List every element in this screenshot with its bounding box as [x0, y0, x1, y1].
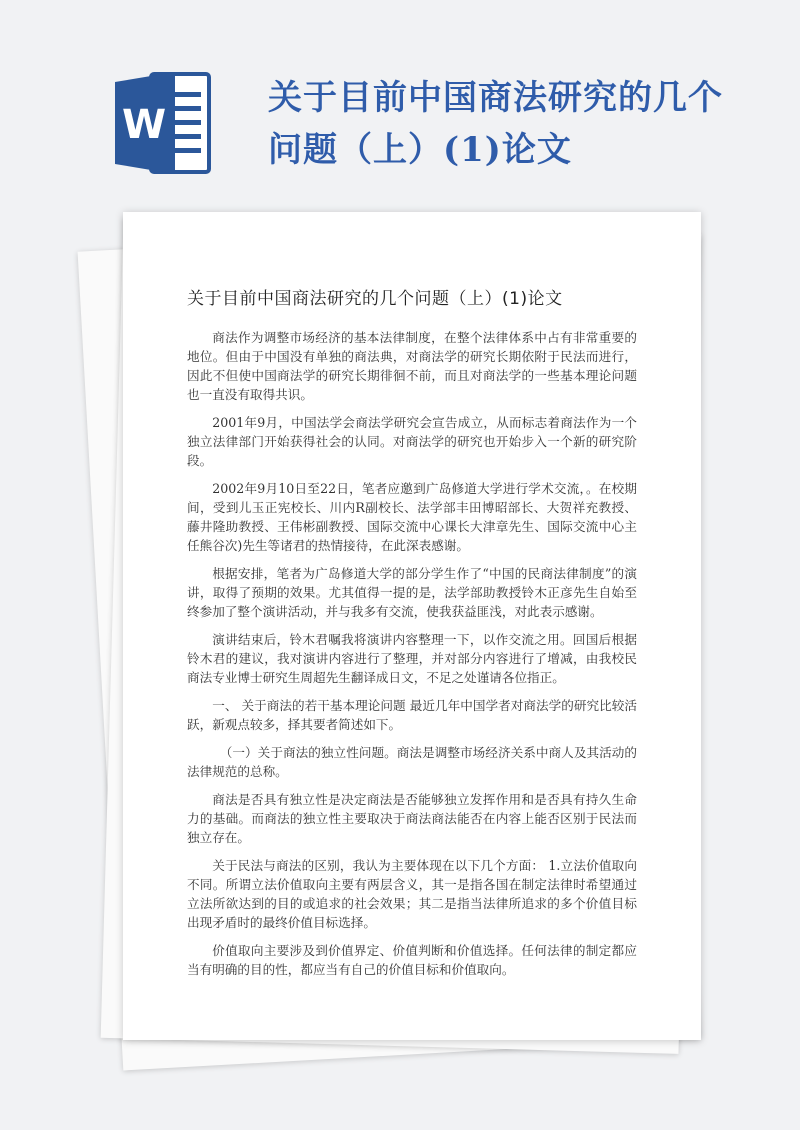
paragraph: 一、 关于商法的若干基本理论问题 最近几年中国学者对商法学的研究比较活跃，新观点较多，择其要者简述如下。	[187, 698, 637, 732]
document-body	[187, 328, 637, 988]
paragraph: 根据安排，笔者为广岛修道大学的部分学生作了“中国的民商法律制度”的演讲，取得了预期的效果。尤其值得一提的是，法学部助教授铃木正彦先生自始至终参加了整个演讲活动，并与我多有交流，使我获益匪浅，对此表示感谢。	[187, 566, 637, 619]
document-page	[123, 212, 701, 1040]
paragraph: 价值取向主要涉及到价值界定、价值判断和价值选择。任何法律的制定都应当有明确的目的性，都应当有自己的价值目标和价值取向。	[187, 943, 637, 977]
paragraph: 演讲结束后，铃木君嘱我将演讲内容整理一下，以作交流之用。回国后根据铃木君的建议，我对演讲内容进行了整理，并对部分内容进行了增减，由我校民商法专业博士研究生周超先生翻译成日文，不足之处谨请各位指正。	[187, 632, 637, 685]
paragraph: 2002年9月10日至22日，笔者应邀到广岛修道大学进行学术交流，。在校期间，受到儿玉正宪校长、川内R副校长、法学部丰田博昭部长、大贺祥充教授、藤井隆助教授、王伟彬副教授、国际交流中心课长大津章先生、国际交流中心主任熊谷次)先生等诸君的热情接待，在此深表感谢。	[187, 481, 637, 553]
word-icon-letter: W	[121, 102, 167, 148]
header-title-line1: 关于目前中国商法研究的几个	[268, 78, 723, 118]
word-document-icon	[115, 68, 215, 178]
header-title	[268, 72, 738, 176]
header-title-line2: 问题（上）(1)论文	[268, 130, 572, 170]
paragraph: （一）关于商法的独立性问题。商法是调整市场经济关系中商人及其活动的法律规范的总称。	[187, 745, 637, 779]
paragraph: 关于民法与商法的区别，我认为主要体现在以下几个方面： 1.立法价值取向不同。所谓立法价值取向主要有两层含义，其一是指各国在制定法律时希望通过立法所欲达到的目的或追求的社会效果；其二是指当法律所追求的多个价值目标出现矛盾时的最终价值目标选择。	[187, 858, 637, 930]
document-title: 关于目前中国商法研究的几个问题（上）(1)论文	[187, 289, 563, 309]
paragraph: 商法作为调整市场经济的基本法律制度，在整个法律体系中占有非常重要的地位。但由于中国没有单独的商法典，对商法学的研究长期依附于民法而进行，因此不但使中国商法学的研究长期徘徊不前，而且对商法学的一些基本理论问题也一直没有取得共识。	[187, 330, 637, 402]
paragraph: 2001年9月，中国法学会商法学研究会宣告成立，从而标志着商法作为一个独立法律部门开始获得社会的认同。对商法学的研究也开始步入一个新的研究阶段。	[187, 415, 637, 468]
paragraph: 商法是否具有独立性是决定商法是否能够独立发挥作用和是否具有持久生命力的基础。而商法的独立性主要取决于商法商法能否在内容上能否区别于民法而独立存在。	[187, 792, 637, 845]
header-banner	[0, 0, 800, 210]
